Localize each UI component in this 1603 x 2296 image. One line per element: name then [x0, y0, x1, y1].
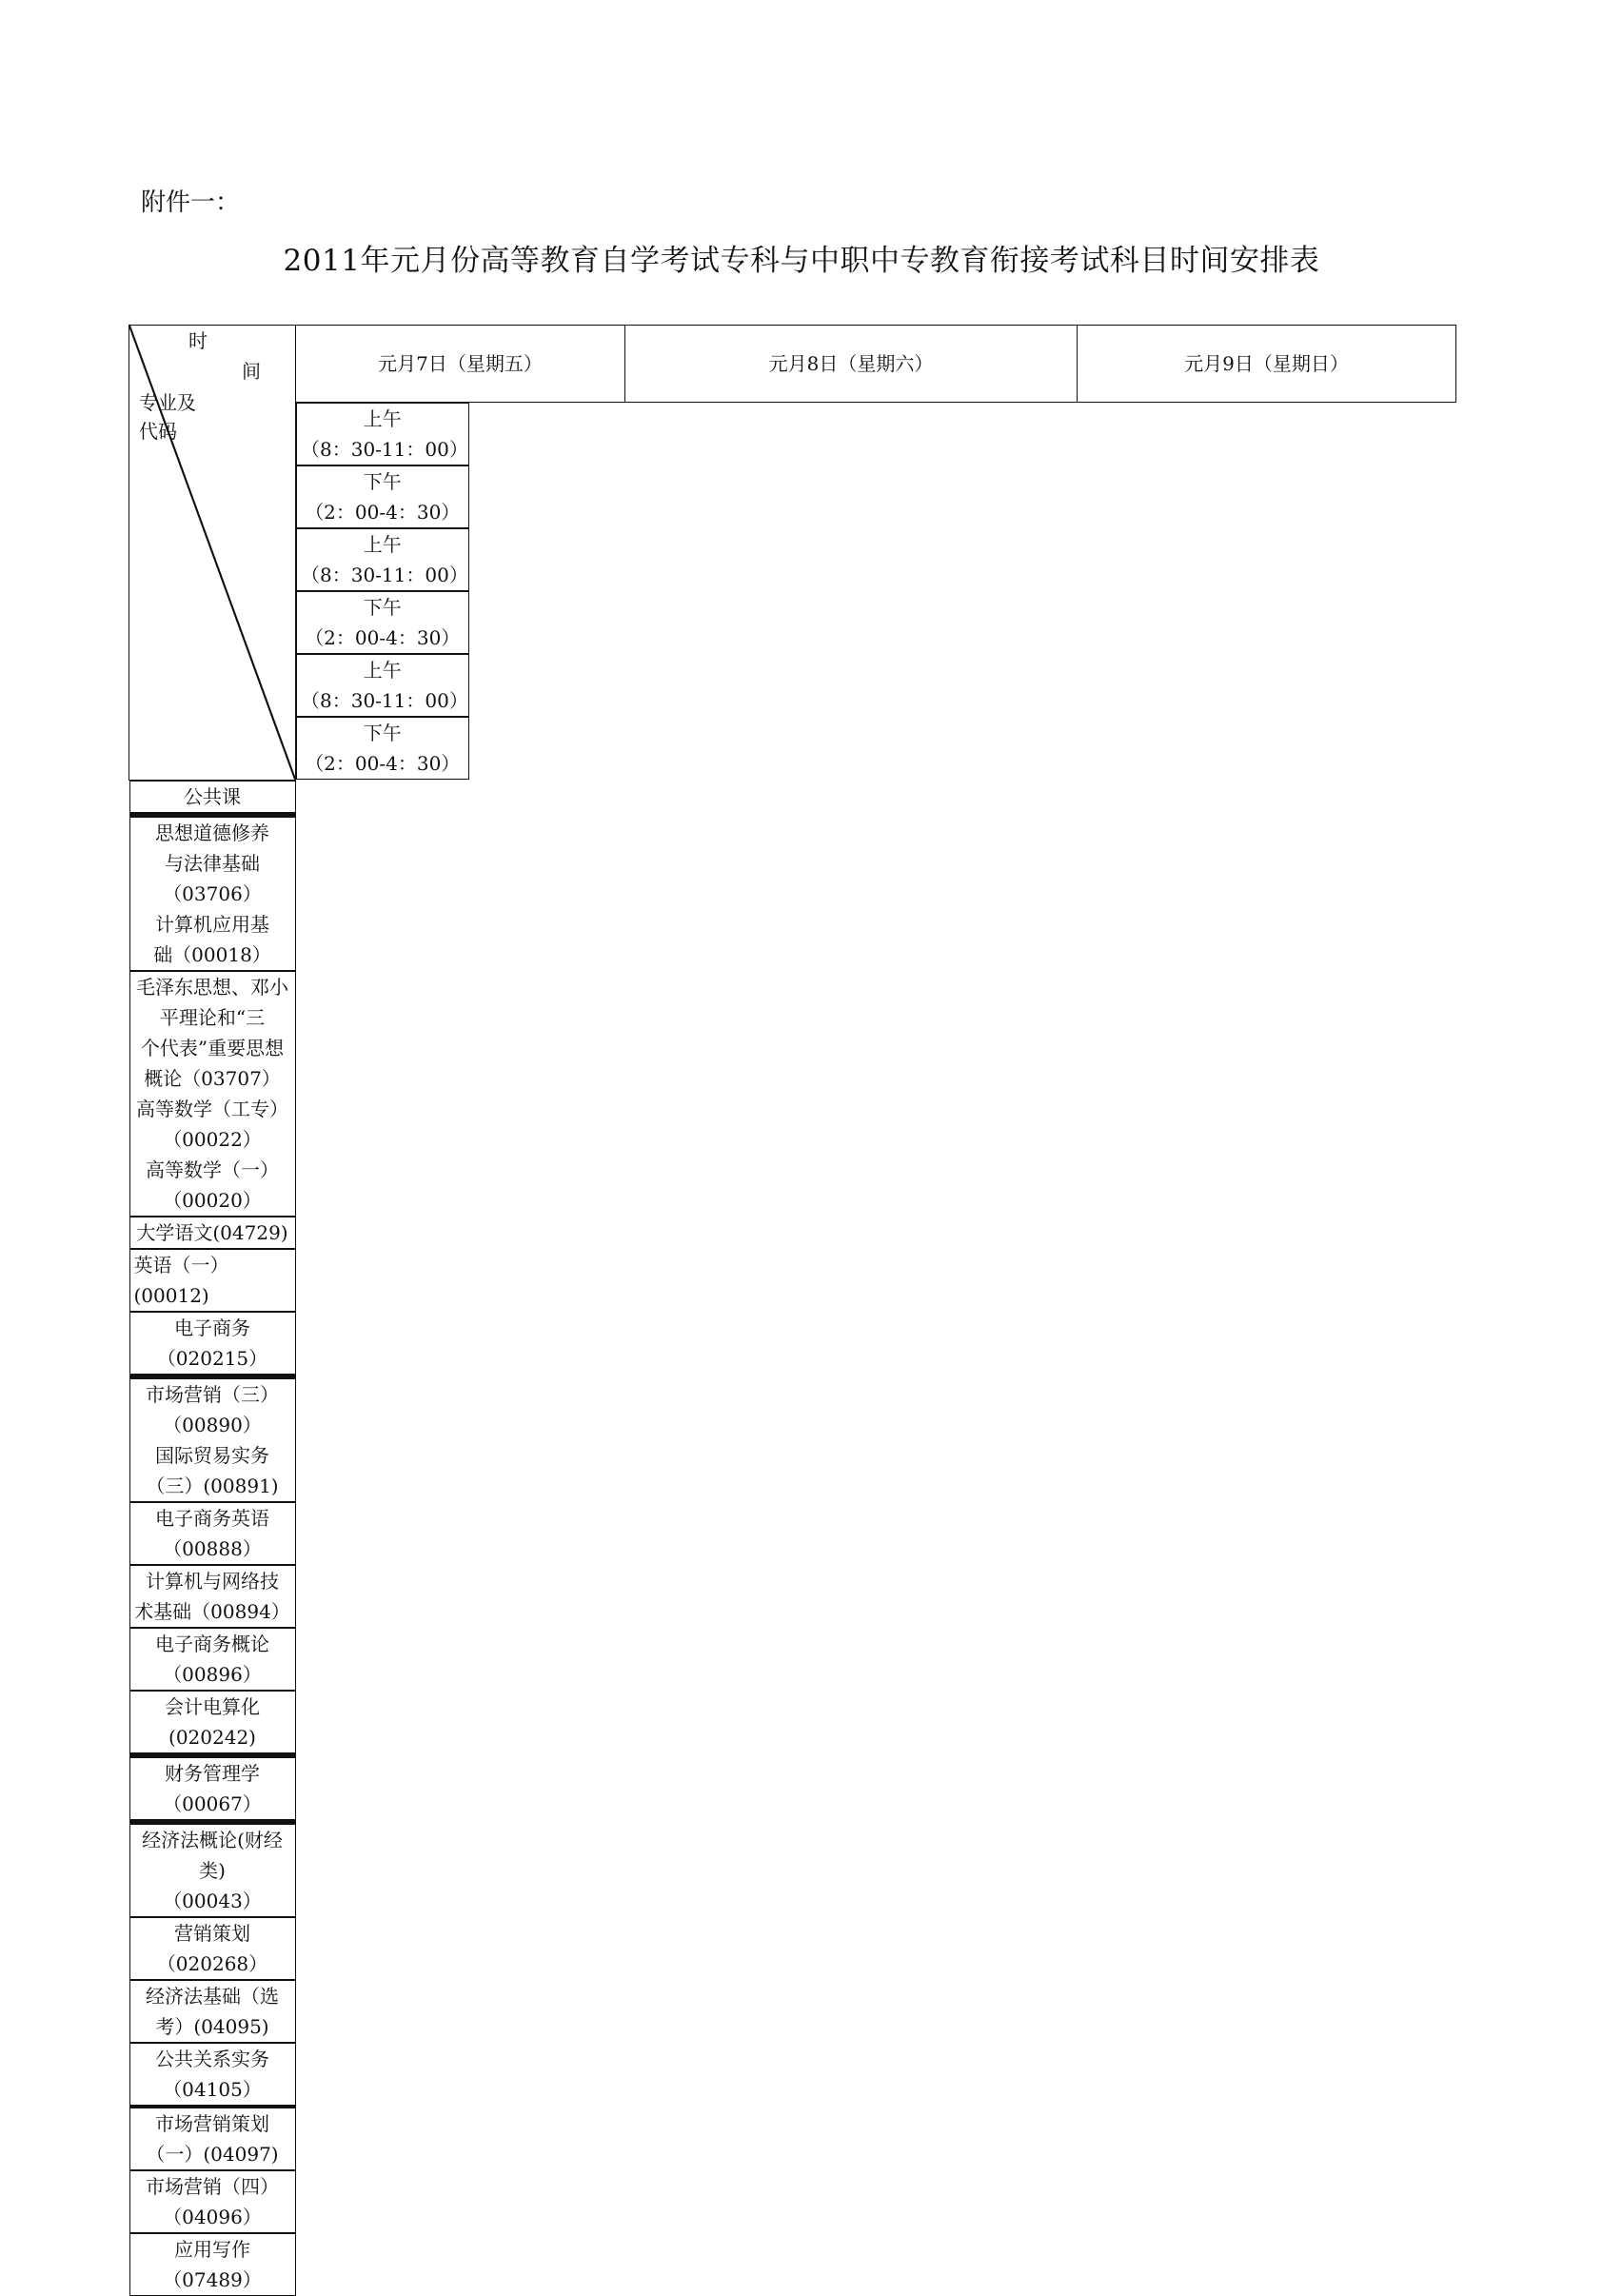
session-header: 上午 （8：30-11：00）: [296, 654, 469, 717]
schedule-cell: 经济法基础（选 考）(04095): [129, 1980, 296, 2043]
schedule-cell: 计算机与网络技 术基础（00894）: [129, 1565, 296, 1628]
day-header: 元月7日（星期五）: [296, 326, 625, 403]
session-header: 上午 （8：30-11：00）: [296, 528, 469, 591]
schedule-cell: 公共关系实务 （04105）: [129, 2043, 296, 2106]
schedule-cell: 电子商务英语（00888）: [129, 1502, 296, 1565]
schedule-cell: 市场营销（三） （00890） 国际贸易实务 （三）(00891): [129, 1378, 296, 1502]
exam-schedule-table: [129, 325, 1456, 2296]
corner-time-char-2: 间: [242, 360, 261, 383]
schedule-cell: 财务管理学 （00067）: [129, 1757, 296, 1820]
schedule-cell: 思想道德修养 与法律基础 （03706） 计算机应用基 础（00018）: [129, 817, 296, 971]
session-header: 下午 （2：00-4：30）: [296, 465, 469, 528]
schedule-cell: 经济法概论(财经类) （00043）: [129, 1824, 296, 1917]
session-header: 下午 （2：00-4：30）: [296, 591, 469, 654]
day-header: 元月9日（星期日）: [1078, 326, 1456, 403]
major-cell: 营销策划 （020268）: [129, 1917, 296, 1980]
schedule-cell: 市场营销策划（一）(04097): [129, 2108, 296, 2170]
schedule-cell: 市场营销（四） （04096）: [129, 2170, 296, 2233]
session-header: 下午 （2：00-4：30）: [296, 717, 469, 780]
schedule-cell: 大学语文(04729): [129, 1217, 296, 1249]
schedule-cell: 应用写作（07489）: [129, 2233, 296, 2296]
corner-time-char-1: 时: [188, 329, 208, 352]
day-header: 元月8日（星期六）: [625, 326, 1078, 403]
attachment-label: 附件一：: [141, 188, 241, 217]
major-cell: 电子商务 （020215）: [129, 1312, 296, 1375]
page-title: 2011年元月份高等教育自学考试专科与中职中专教育衔接考试科目时间安排表: [283, 244, 1320, 278]
table-row: [129, 1312, 1456, 1691]
table-row: [129, 1691, 1456, 1917]
schedule-cell: 电子商务概论 （00896）: [129, 1628, 296, 1691]
corner-major-label: 专业及 代码: [139, 391, 196, 443]
session-header: 上午 （8：30-11：00）: [296, 403, 469, 465]
schedule-cell: 毛泽东思想、邓小平理论和“三 个代表”重要思想概论（03707） 高等数学（工专）（00022） 高等数学（一）（00020）: [129, 971, 296, 1217]
schedule-cell: 英语（一）(00012): [129, 1249, 296, 1312]
table-row: [129, 780, 1456, 1312]
major-cell: 公共课: [129, 781, 296, 813]
corner-header-cell: [129, 326, 296, 781]
table-row: [129, 1917, 1456, 2296]
major-cell: 会计电算化 (020242): [129, 1691, 296, 1753]
